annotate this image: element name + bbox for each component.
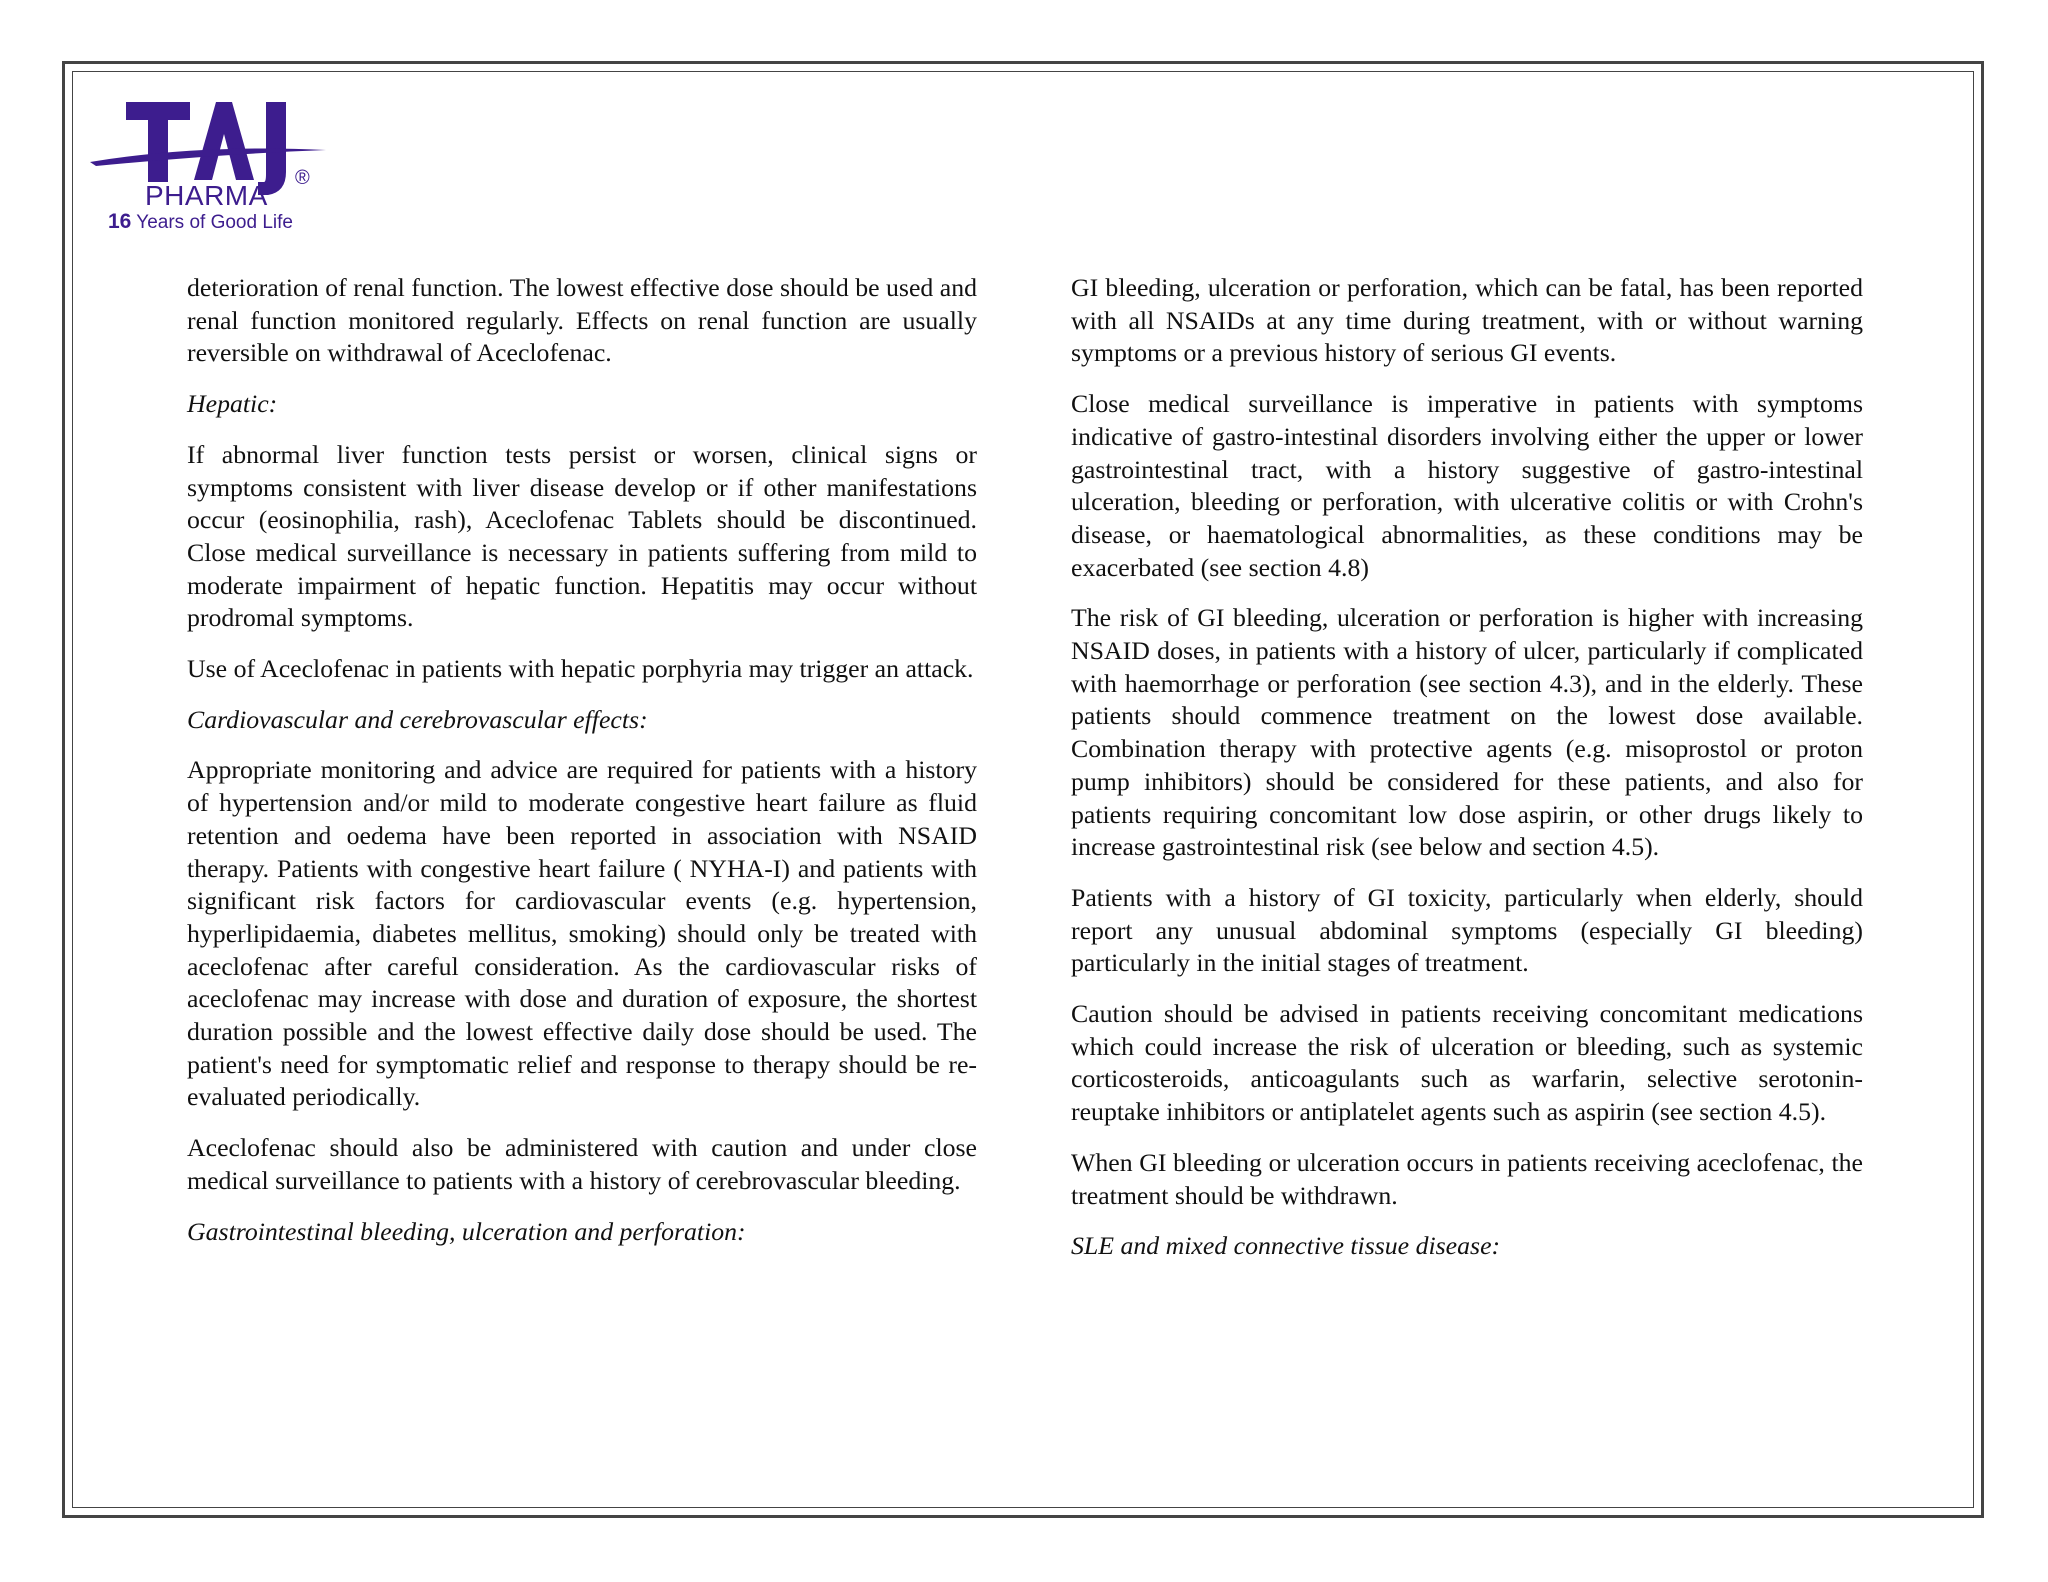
left-column — [187, 272, 977, 1266]
right-paragraph: Patients with a history of GI toxicity, particularly when elderly, should report any unusual abdominal symptoms (especially GI bleeding) particularly in the initial stages of treatment. — [1071, 882, 1863, 978]
right-paragraph: The risk of GI bleeding, ulceration or perforation is higher with increasing NSAID doses, in patients with a history of ulcer, particularly if complicated with haemorrhage or perforation (see section 4.3), and in the elderly. These patients should commence treatment on the lowest dose available. Combination therapy with protective agents (e.g. misoprostol or proton pump inhibitors) should be considered for these patients, and also for patients requiring concomitant low dose aspirin, or other drugs likely to increase gastrointestinal risk (see below and section 4.5). — [1071, 603, 1863, 862]
left-paragraph: Aceclofenac should also be administered with caution and under close medical surveillance to patients with a history of cerebrovascular bleeding. — [187, 1133, 977, 1195]
left-section-heading: Hepatic: — [187, 389, 278, 419]
left-paragraph: deterioration of renal function. The lowest effective dose should be used and renal function monitored regularly. Effects on renal function are usually reversible on withdrawal of Aceclofenac. — [187, 273, 977, 368]
logo-tagline — [108, 210, 293, 234]
right-paragraph: GI bleeding, ulceration or perforation, which can be fatal, has been reported with all NSAIDs at any time during treatment, with or without warning symptoms or a previous history of serious GI events. — [1071, 273, 1863, 368]
left-paragraph: If abnormal liver function tests persist or worsen, clinical signs or symptoms consistent with liver disease develop or if other manifestations occur (eosinophilia, rash), Aceclofenac Tablets should be discontinued. Close medical surveillance is necessary in patients suffering from mild to moderate impairment of hepatic function. Hepatitis may occur without prodromal symptoms. — [187, 439, 977, 633]
tagline-number: 16 — [108, 210, 132, 233]
logo-pharma-text: PHARMA — [145, 180, 268, 211]
tagline-text: Years of Good Life — [136, 212, 293, 233]
left-paragraph: Appropriate monitoring and advice are required for patients with a history of hypertension and/or mild to moderate congestive heart failure as fluid retention and oedema have been reported in association with NSAID therapy. Patients with congestive heart failure ( NYHA-I) and patients with significant risk factors for cardiovascular events (e.g. hypertension, hyperlipidaemia, diabetes mellitus, smoking) should only be treated with aceclofenac after careful consideration. As the cardiovascular risks of aceclofenac may increase with dose and duration of exposure, the shortest duration possible and the lowest effective daily dose should be used. The patient's need for symptomatic relief and response to therapy should be re- evaluated periodically. — [187, 755, 977, 1112]
right-paragraph: Close medical surveillance is imperative in patients with symptoms indicative of gastro-intestinal disorders involving either the upper or lower gastrointestinal tract, with a history suggestive of gastro-intestinal ulceration, bleeding or perforation, with ulcerative colitis or with Crohn's disease, or haematological abnormalities, as these conditions may be exacerbated (see section 4.8) — [1071, 389, 1863, 582]
left-section-heading: Gastrointestinal bleeding, ulceration and perforation: — [187, 1216, 746, 1246]
right-column — [1071, 272, 1863, 1281]
left-section-heading: Cardiovascular and cerebrovascular effects: — [187, 704, 648, 734]
right-paragraph: When GI bleeding or ulceration occurs in patients receiving aceclofenac, the treatment should be withdrawn. — [1071, 1147, 1863, 1210]
right-section-heading: SLE and mixed connective tissue disease: — [1071, 1231, 1501, 1261]
left-paragraph: Use of Aceclofenac in patients with hepatic porphyria may trigger an attack. — [187, 654, 974, 684]
registered-mark: ® — [295, 167, 310, 189]
taj-pharma-logo — [90, 92, 350, 242]
right-paragraph: Caution should be advised in patients receiving concomitant medications which could increase the risk of ulceration or bleeding, such as systemic corticosteroids, anticoagulants such as warfarin, selective serotonin-reuptake inhibitors or antiplatelet agents such as aspirin (see section 4.5). — [1071, 999, 1863, 1127]
